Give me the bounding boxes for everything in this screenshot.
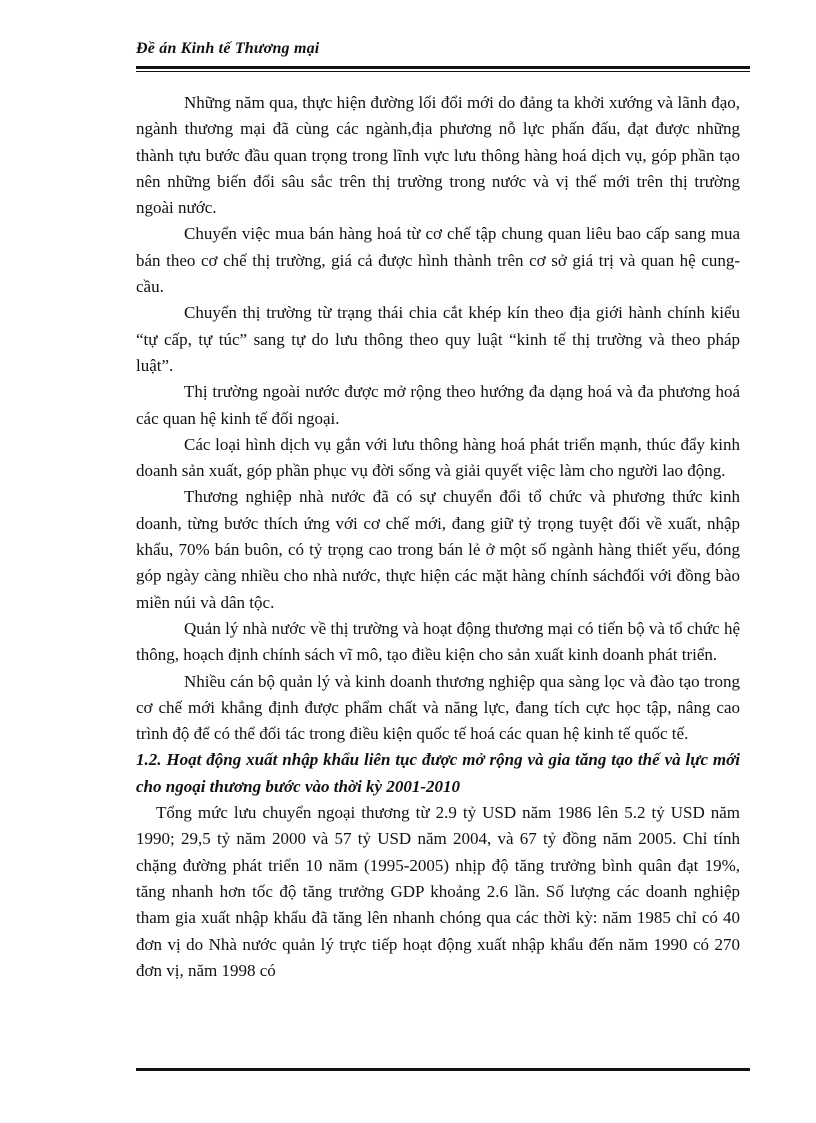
page-header-title: Đề án Kinh tế Thương mại: [136, 40, 320, 57]
section-paragraph: Tổng mức lưu chuyển ngoại thương từ 2.9 tỷ USD năm 1986 lên 5.2 tỷ USD năm 1990; 29,5 tỷ năm 2000 và 57 tỷ USD năm 2004, và 67 tỷ đồng năm 2005. Chỉ tính chặng đường phát triển 10 năm (1995-2005) nhịp độ tăng trưởng bình quân đạt 19%, tăng nhanh hơn tốc độ tăng trưởng GDP khoảng 2.6 lần. Số lượng các doanh nghiệp tham gia xuất nhập khẩu đã tăng lên nhanh chóng qua các thời kỳ: năm 1985 chỉ có 40 đơn vị do Nhà nước quản lý trực tiếp hoạt động xuất nhập khẩu đến năm 1990 có 270 đơn vị, năm 1998 có: [136, 803, 740, 980]
paragraph: Thương nghiệp nhà nước đã có sự chuyển đổi tổ chức và phương thức kinh doanh, từng bước thích ứng với cơ chế mới, đang giữ tỷ trọng tuyệt đối về xuất, nhập khẩu, 70% bán buôn, có tỷ trọng cao trong bán lẻ ở một số ngành hàng thiết yếu, đóng góp ngày càng nhiều cho nhà nước, thực hiện các mặt hàng chính sáchđối với đồng bào miền núi và dân tộc.: [136, 487, 740, 612]
paragraph: Các loại hình dịch vụ gắn với lưu thông hàng hoá phát triển mạnh, thúc đẩy kinh doanh sản xuất, góp phần phục vụ đời sống và giải quyết việc làm cho người lao động.: [136, 434, 740, 481]
paragraph: Thị trường ngoài nước được mở rộng theo hướng đa dạng hoá và đa phương hoá các quan hệ kinh tế đối ngoại.: [136, 382, 740, 428]
paragraph: Quản lý nhà nước về thị trường và hoạt động thương mại có tiến bộ và tổ chức hệ thông, hoạch định chính sách vĩ mô, tạo điều kiện cho sản xuất kinh doanh phát triển.: [136, 618, 740, 665]
paragraph: Chuyển việc mua bán hàng hoá từ cơ chế tập chung quan liêu bao cấp sang mua bán theo cơ chế thị trường, giá cả được hình thành trên cơ sở giá trị và quan hệ cung-cầu.: [136, 224, 740, 297]
paragraph: Chuyển thị trường từ trạng thái chia cắt khép kín theo địa giới hành chính kiểu “tự cấp, tự túc” sang tự do lưu thông theo quy luật “kinh tế thị trường và theo pháp luật”.: [136, 303, 740, 375]
footer-rule: [136, 1068, 750, 1071]
document-body: [136, 90, 740, 984]
header-rule-thick: [136, 66, 750, 69]
header-rule-thin: [136, 71, 750, 72]
paragraph: Nhiều cán bộ quản lý và kinh doanh thương nghiệp qua sàng lọc và đào tạo trong cơ chế mới khẳng định được phẩm chất và năng lực, đang tích cực học tập, nâng cao trình độ để có thể đối tác trong điều kiện quốc tế hoá các quan hệ kinh tế quốc tế.: [136, 671, 740, 744]
section-heading: 1.2. Hoạt động xuất nhập khẩu liên tục được mở rộng và gia tăng tạo thế và lực mới cho ngoại thương bước vào thời kỳ 2001-2010: [136, 750, 740, 796]
paragraph: Những năm qua, thực hiện đường lối đổi mới do đảng ta khởi xướng và lãnh đạo, ngành thương mại đã cùng các ngành,địa phương nỗ lực phấn đấu, đạt được những thành tựu bước đầu quan trọng trong lĩnh vực lưu thông hàng hoá dịch vụ, góp phần tạo nên những biến đổi sâu sắc trên thị trường trong nước và vị thế mới trên thị trường ngoài nước.: [136, 93, 740, 218]
